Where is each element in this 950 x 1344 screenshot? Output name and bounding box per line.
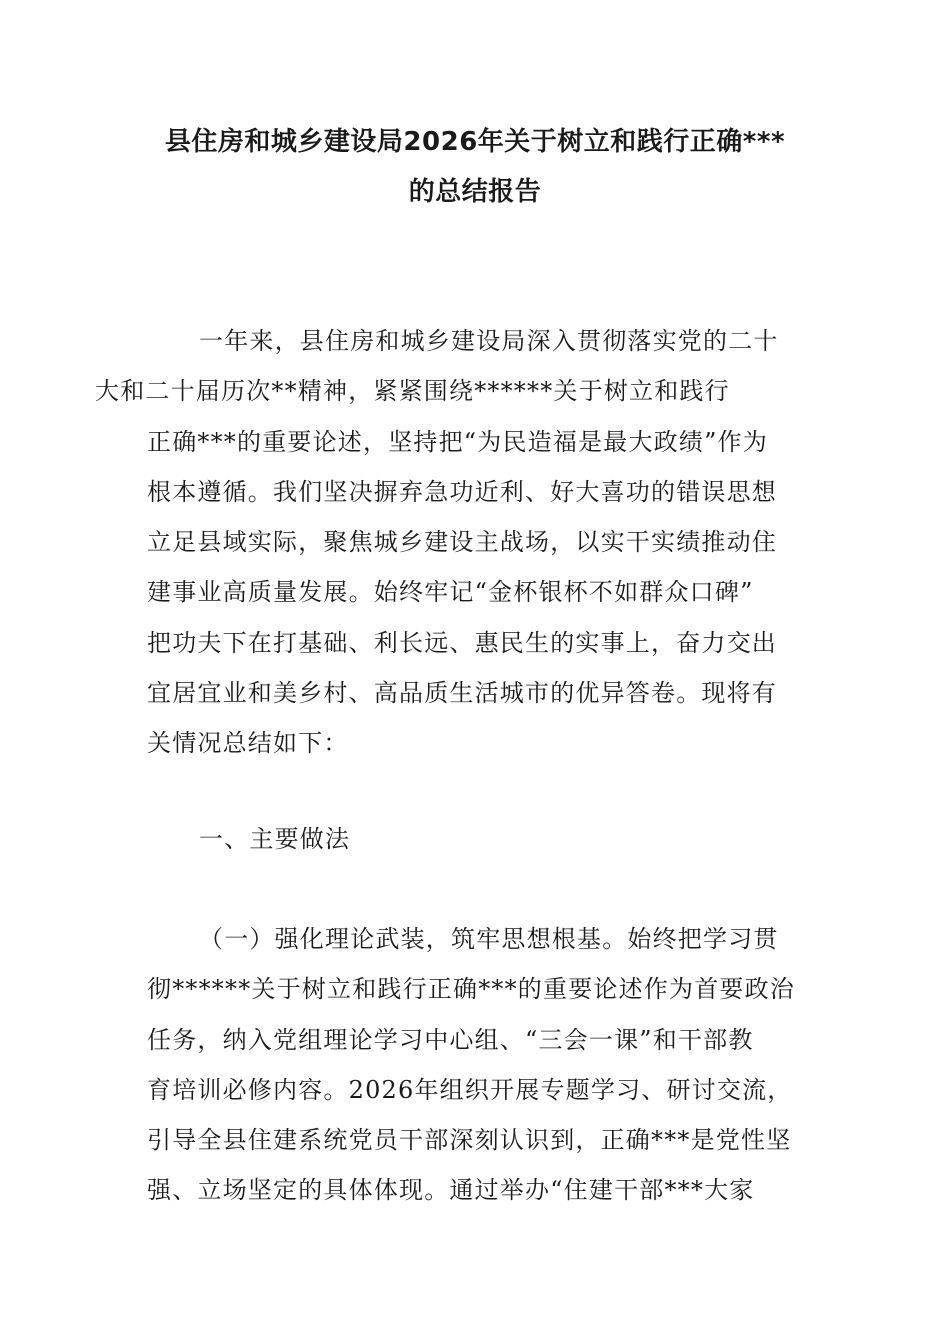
intro-line: 建事业高质量发展。始终牢记“金杯银杯不如群众口碑” — [147, 578, 754, 607]
intro-line: 关情况总结如下： — [147, 729, 349, 758]
section1-line: 育培训必修内容。2026年组织开展专题学习、研讨交流， — [147, 1075, 793, 1104]
section1-line: 任务，纳入党组理论学习中心组、“三会一课”和干部教 — [147, 1025, 754, 1054]
section1-line: （一）强化理论武装，筑牢思想根基。始终把学习贯 — [199, 925, 779, 953]
section1-line: 强、立场坚定的具体体现。通过举办“住建干部***大家 — [147, 1176, 755, 1205]
intro-line: 一年来，县住房和城乡建设局深入贯彻落实党的二十 — [199, 327, 779, 355]
document-title-line-2: 的总结报告 — [408, 177, 542, 207]
intro-line: 根本遵循。我们坚决摒弃急功近利、好大喜功的错误思想 — [147, 477, 777, 506]
intro-line: 宜居宜业和美乡村、高品质生活城市的优异答卷。现将有 — [147, 679, 777, 708]
section-heading-main-practices: 一、主要做法 — [199, 825, 351, 853]
section1-line: 彻******关于树立和践行正确***的重要论述作为首要政治 — [147, 975, 795, 1004]
intro-line: 把功夫下在打基础、利长远、惠民生的实事上，奋力交出 — [147, 628, 777, 657]
intro-paragraph — [95, 316, 807, 769]
intro-line: 正确***的重要论述，坚持把“为民造福是最大政绩”作为 — [147, 427, 768, 456]
section1-line: 引导全县住建系统党员干部深刻认识到，正确***是党性坚 — [147, 1126, 792, 1155]
section1-paragraph — [147, 914, 807, 1216]
intro-line: 大和二十届历次**精神，紧紧围绕******关于树立和践行 — [95, 377, 730, 406]
document-title-line-1: 县住房和城乡建设局2026年关于树立和践行正确*** — [164, 127, 786, 157]
intro-line: 立足县域实际，聚焦城乡建设主战场，以实干实绩推动住 — [147, 528, 777, 557]
